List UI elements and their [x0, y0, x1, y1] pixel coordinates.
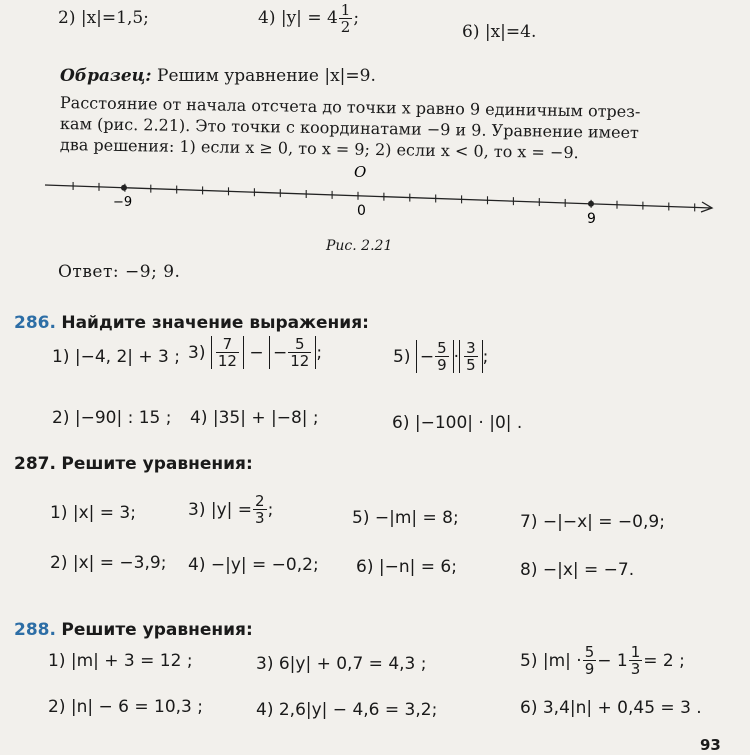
task-287-item-5: 5) −|m| = 8; [352, 508, 459, 528]
fraction-denominator: 3 [630, 660, 641, 678]
task-288-item-4: 4) 2,6|y| − 4,6 = 3,2; [256, 700, 438, 720]
minus-sign: − [419, 346, 435, 367]
example-answer: Ответ: −9; 9. [58, 262, 181, 282]
task-286-number: 286. [14, 313, 56, 333]
task-288-item-5-prefix: 5) |m| · [520, 650, 582, 671]
tick-label-9: 9 [587, 211, 596, 227]
task-288-number: 288. [14, 620, 56, 640]
fraction-denominator: 2 [340, 18, 351, 36]
example-line-3: два решения: 1) если x ≥ 0, то x = 9; 2) если x < 0, то x = −9. [59, 135, 579, 163]
example-heading-text: Решим уравнение |x|=9. [157, 66, 376, 86]
fraction [629, 644, 643, 677]
semicolon: ; [267, 499, 274, 520]
fraction-numerator: 3 [466, 339, 476, 357]
task-288-item-1: 1) |m| + 3 = 12 ; [48, 651, 193, 671]
abs-bracket [211, 336, 244, 369]
mixed-number-whole: − 1 [597, 650, 628, 671]
task-288-item-6: 6) 3,4|n| + 0,45 = 3 . [520, 698, 702, 718]
task-288-item-5 [520, 644, 685, 677]
abs-bracket [416, 340, 454, 373]
fraction-denominator: 12 [217, 352, 237, 370]
fraction-numerator: 5 [437, 339, 447, 357]
task-288-item-2: 2) |n| − 6 = 10,3 ; [48, 697, 203, 717]
task-287-item-8: 8) −|x| = −7. [520, 560, 635, 580]
fraction [435, 340, 449, 373]
fraction [464, 340, 478, 373]
fraction [253, 493, 267, 526]
task-287-item-6: 6) |−n| = 6; [356, 557, 457, 577]
semicolon: ; [482, 346, 489, 367]
number-line-ticks [73, 182, 695, 211]
task-286-title: Найдите значение выражения: [61, 313, 369, 333]
task-286-item-3 [188, 336, 322, 369]
point-plus-9 [588, 201, 594, 207]
task-286-item-1: 1) |−4, 2| + 3 ; [52, 347, 180, 367]
number-line-arrow-icon [701, 202, 712, 212]
fraction-denominator: 5 [466, 356, 476, 374]
fraction [583, 644, 597, 677]
task-286-item-6: 6) |−100| · |0| . [392, 413, 523, 433]
fraction-denominator: 3 [255, 509, 265, 527]
task-286-item-2: 2) |−90| : 15 ; [52, 408, 172, 428]
task-286-header [14, 313, 369, 333]
page-number: 93 [700, 736, 721, 754]
task-287-item-2: 2) |x| = −3,9; [50, 553, 167, 573]
top-item-6: 6) |x|=4. [462, 22, 537, 42]
task-286-item-5 [393, 340, 488, 373]
abs-bracket [459, 340, 483, 373]
equation-right-side: = 2 ; [643, 650, 685, 671]
task-286-item-3-prefix: 3) [188, 342, 206, 363]
task-288-title: Решите уравнения: [61, 620, 253, 640]
top-item-4-suffix: ; [353, 8, 360, 28]
top-item-2: 2) |x|=1,5; [58, 8, 149, 28]
example-label: Образец: [60, 66, 152, 86]
task-286-item-4: 4) |35| + |−8| ; [190, 408, 319, 428]
abs-bracket [269, 336, 316, 369]
example-heading [60, 66, 376, 86]
tick-label-minus-9: −9 [113, 195, 133, 210]
example-line-1: Расстояние от начала отсчета до точки x равно 9 единичным отрез- [59, 93, 641, 122]
task-287-item-1: 1) |x| = 3; [50, 503, 136, 523]
task-287-item-4: 4) −|y| = −0,2; [188, 555, 319, 575]
minus-sign: − [249, 342, 264, 363]
fraction-denominator: 9 [437, 356, 447, 374]
task-287-header [14, 454, 253, 474]
fraction [288, 336, 311, 369]
fraction-numerator: 2 [255, 492, 265, 510]
task-287-title: Решите уравнения: [61, 454, 253, 474]
fraction [216, 336, 239, 369]
task-287-item-3 [188, 493, 273, 526]
dot-operator: · [453, 346, 460, 367]
fraction-denominator: 9 [584, 660, 595, 678]
fraction-denominator: 12 [290, 352, 310, 370]
point-minus-9 [121, 185, 127, 191]
fraction-numerator: 5 [584, 643, 595, 661]
fraction-numerator: 1 [630, 643, 641, 661]
number-line [45, 185, 712, 212]
origin-label: O [354, 163, 367, 181]
figure-caption: Рис. 2.21 [326, 238, 393, 254]
task-287-item-7: 7) −|−x| = −0,9; [520, 512, 665, 532]
fraction-numerator: 7 [222, 335, 233, 353]
top-item-4-fraction [339, 2, 353, 35]
task-287-number: 287. [14, 454, 56, 474]
example-line-2: кам (рис. 2.21). Это точки с координатами −9 и 9. Уравнение имеет [59, 114, 640, 143]
number-line-axis [45, 185, 712, 208]
top-item-4 [258, 2, 359, 35]
task-288-header [14, 620, 253, 640]
fraction-numerator: 1 [340, 1, 351, 19]
top-item-4-prefix: 4) |y| = 4 [258, 8, 338, 28]
tick-label-0: 0 [357, 203, 366, 219]
minus-sign: − [273, 342, 288, 363]
task-286-item-5-prefix: 5) [393, 346, 411, 367]
number-line-figure [40, 160, 720, 230]
semicolon: ; [316, 342, 323, 363]
fraction-numerator: 5 [295, 335, 305, 353]
task-288-item-3: 3) 6|y| + 0,7 = 4,3 ; [256, 654, 427, 674]
task-287-item-3-prefix: 3) |y| = [188, 499, 253, 520]
